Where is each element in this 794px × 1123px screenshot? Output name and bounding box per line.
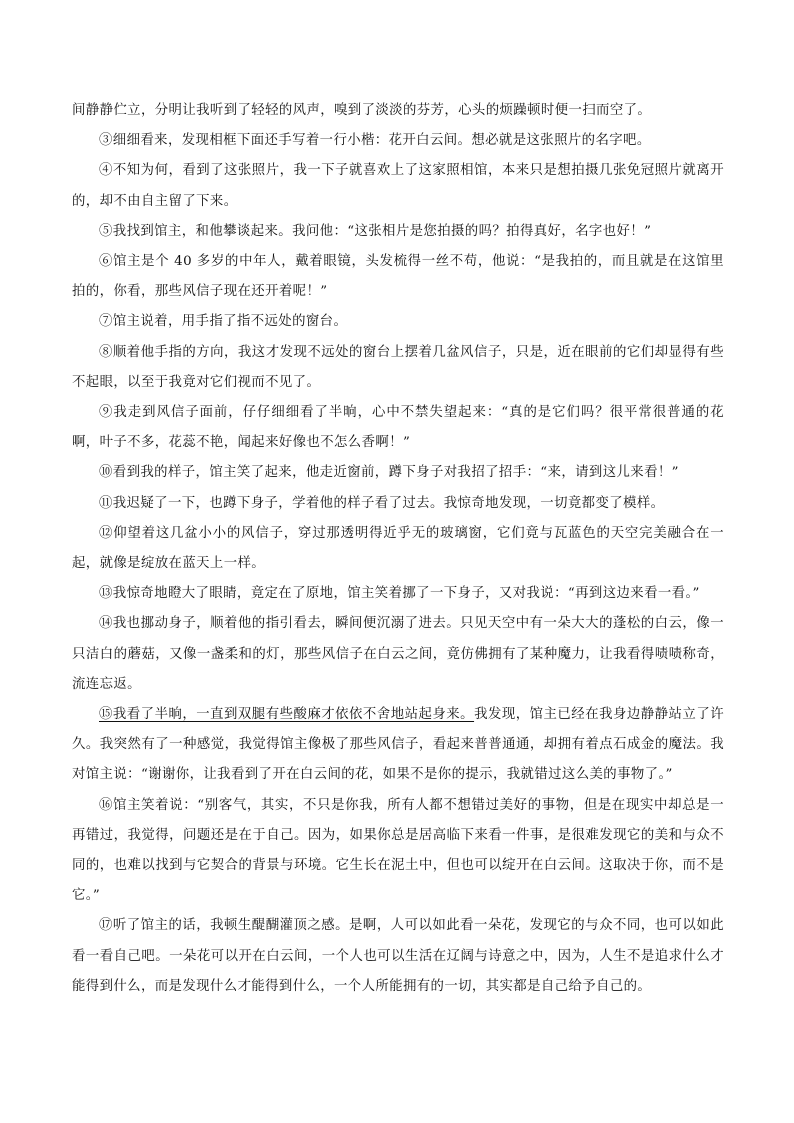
- paragraph-4: ④不知为何，看到了这张照片，我一下子就喜欢上了这家照相馆，本来只是想拍摄几张免冠照片就离开的，却不由自主留了下来。: [72, 163, 724, 209]
- paragraph-5: ⑤我找到馆主，和他攀谈起来。我问他：“这张相片是您拍摄的吗？拍得真好，名字也好！”: [99, 223, 652, 239]
- paragraph-17: ⑰听了馆主的话，我顿生醍醐灌顶之感。是啊，人可以如此看一朵花，发现它的与众不同，也可以如此看一看自己吧。一朵花可以开在白云间，一个人也可以生活在辽阔与诗意之中，因为，人生不是追求什么才能得到什么，而是发现什么才能得到什么，一个人所能拥有的一切，其实都是自己给予自己的。: [72, 918, 724, 994]
- paragraph-6: ⑥馆主是个 40 多岁的中年人，戴着眼镜，头发梳得一丝不苟，他说：“是我拍的，而且就是在这馆里拍的，你看，那些风信子现在还开着呢！”: [72, 254, 724, 300]
- document-page: [72, 96, 724, 1002]
- paragraph-11: ⑪我迟疑了一下，也蹲下身子，学着他的样子看了过去。我惊奇地发现，一切竟都变了模样。: [99, 495, 665, 511]
- paragraph-16: ⑯馆主笑着说：“别客气，其实，不只是你我，所有人都不想错过美好的事物，但是在现实中却总是一再错过，我觉得，问题还是在于自己。因为，如果你总是居高临下来看一件事，是很难发现它的美和与众不同的，也难以找到与它契合的背景与环境。它生长在泥土中，但也可以绽开在白云间。这取决于你，而不是它。”: [72, 797, 724, 904]
- underlined-sentence: ⑮我看了半晌，一直到双腿有些酸麻才依依不舍地站起身来。: [99, 707, 475, 723]
- paragraph-14: ⑭我也挪动身子，顺着他的指引看去，瞬间便沉溺了进去。只见天空中有一朵大大的蓬松的白云，像一只洁白的蘑菇，又像一盏柔和的灯，那些风信子在白云之间，竟仿佛拥有了某种魔力，让我看得啧啧称奇，流连忘返。: [72, 616, 724, 692]
- paragraph-10: ⑩看到我的样子，馆主笑了起来，他走近窗前，蹲下身子对我招了招手：“来，请到这儿来看！”: [99, 465, 679, 481]
- paragraph-7: ⑦馆主说着，用手指了指不远处的窗台。: [99, 314, 348, 330]
- paragraph-12: ⑫仰望着这几盆小小的风信子，穿过那透明得近乎无的玻璃窗，它们竟与瓦蓝色的天空完美融合在一起，就像是绽放在蓝天上一样。: [72, 525, 724, 572]
- paragraph-15-rest: 我发现，馆主已经在我身边静静站立了许久。我突然有了一种感觉，我觉得馆主像极了那些风信子，看起来普普通通，却拥有着点石成金的魔法。我对馆主说：“谢谢你，让我看到了开在白云间的花，如果不是你的提示，我就错过这么美的事物了。”: [72, 707, 724, 783]
- paragraph-9: ⑨我走到风信子面前，仔仔细细看了半晌，心中不禁失望起来：“真的是它们吗？很平常很普通的花啊，叶子不多，花蕊不艳，闻起来好像也不怎么香啊！”: [72, 405, 724, 451]
- paragraph-15: [72, 700, 724, 791]
- paragraph-continuation: 间静静伫立，分明让我听到了轻轻的风声，嗅到了淡淡的芬芳，心头的烦躁顿时便一扫而空了。: [72, 103, 652, 118]
- paragraph-13: ⑬我惊奇地瞪大了眼睛，竟定在了原地，馆主笑着挪了一下身子，又对我说：“再到这边来看一看。”: [99, 586, 700, 602]
- paragraph-3: ③细细看来，发现相框下面还手写着一行小楷：花开白云间。想必就是这张照片的名字吧。: [99, 133, 651, 149]
- paragraph-8: ⑧顺着他手指的方向，我这才发现不远处的窗台上摆着几盆风信子，只是，近在眼前的它们却显得有些不起眼，以至于我竟对它们视而不见了。: [72, 344, 724, 390]
